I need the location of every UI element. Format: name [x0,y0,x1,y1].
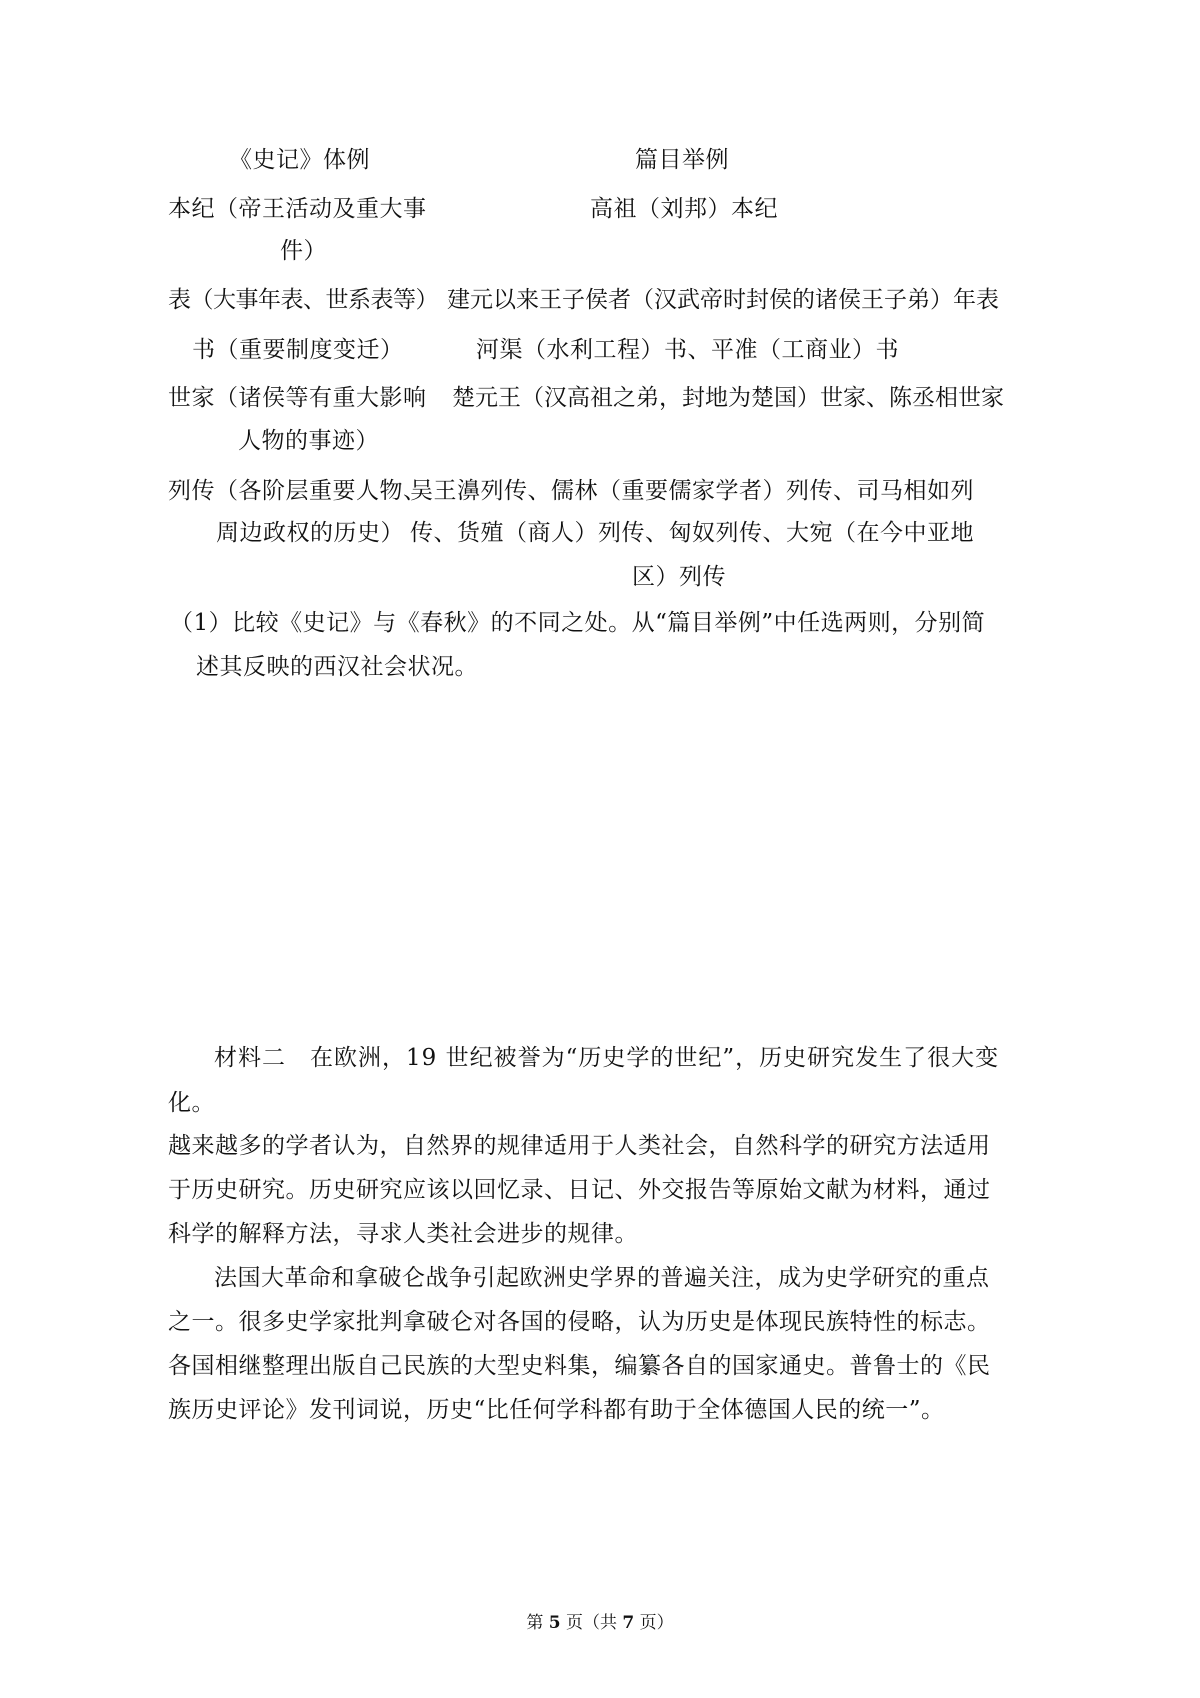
table-header-style: 《史记》体例 [229,147,370,173]
footer-prefix: 第 [526,1613,544,1633]
material2-p3-line1: 法国大革命和拿破仑战争引起欧洲史学界的普遍关注，成为史学研究的重点 [214,1265,990,1291]
table-row-benji-style-line1: 本纪（帝王活动及重大事 [168,196,427,222]
material2-p3-line2: 之一。很多史学家批判拿破仑对各国的侵略，认为历史是体现民族特性的标志。 [168,1309,991,1335]
material2-p1-line2: 化。 [168,1090,215,1116]
material2-p2-line3: 科学的解释方法，寻求人类社会进步的规律。 [168,1221,638,1247]
table-row-liezhuan-examples-line2: 传、货殖（商人）列传、匈奴列传、大宛（在今中亚地 [410,520,974,546]
footer-suffix: 页） [639,1613,674,1633]
table-row-liezhuan-style-line2: 周边政权的历史） [216,520,404,546]
material2-p2-line2: 于历史研究。历史研究应该以回忆录、日记、外交报告等原始文献为材料，通过 [168,1177,991,1203]
table-row-shu-style: 书（重要制度变迁） [192,337,404,363]
table-row-shu-examples: 河渠（水利工程）书、平准（工商业）书 [476,337,899,363]
question-1-line2: 述其反映的西汉社会状况。 [196,654,478,680]
material2-p3-line4: 族历史评论》发刊词说，历史“比任何学科都有助于全体德国人民的统一”。 [168,1397,945,1423]
table-row-liezhuan-style-line1: 列传（各阶层重要人物、 [168,478,427,504]
page-footer [0,1612,1200,1634]
material2-p1-line1: 材料二 在欧洲，19 世纪被誉为“历史学的世纪”，历史研究发生了很大变 [214,1045,1000,1071]
table-row-benji-examples: 高祖（刘邦）本纪 [590,196,778,222]
material2-p2-line1: 越来越多的学者认为，自然界的规律适用于人类社会，自然科学的研究方法适用 [168,1133,991,1159]
footer-total-pages: 7 [622,1613,635,1633]
table-header-examples: 篇目举例 [635,147,729,173]
question-1-line1: （1）比较《史记》与《春秋》的不同之处。从“篇目举例”中任选两则，分别简 [170,610,986,636]
table-row-liezhuan-examples-line3: 区）列传 [632,564,726,590]
table-row-shijia-style-line1: 世家（诸侯等有重大影响 [168,385,427,411]
material2-p3-line3: 各国相继整理出版自己民族的大型史料集，编纂各自的国家通史。普鲁士的《民 [168,1353,991,1379]
footer-mid: 页（共 [566,1613,617,1633]
table-row-biao-examples: 建元以来王子侯者（汉武帝时封侯的诸侯王子弟）年表 [447,287,999,313]
table-row-shijia-style-line2: 人物的事迹） [238,428,379,454]
table-row-biao-style: 表（大事年表、世系表等） [168,287,438,313]
table-row-liezhuan-examples-line1: 吴王濞列传、儒林（重要儒家学者）列传、司马相如列 [410,478,974,504]
table-row-benji-style-line2: 件） [280,238,327,264]
table-row-shijia-examples: 楚元王（汉高祖之弟，封地为楚国）世家、陈丞相世家 [452,385,1004,411]
footer-page-number: 5 [548,1613,561,1633]
